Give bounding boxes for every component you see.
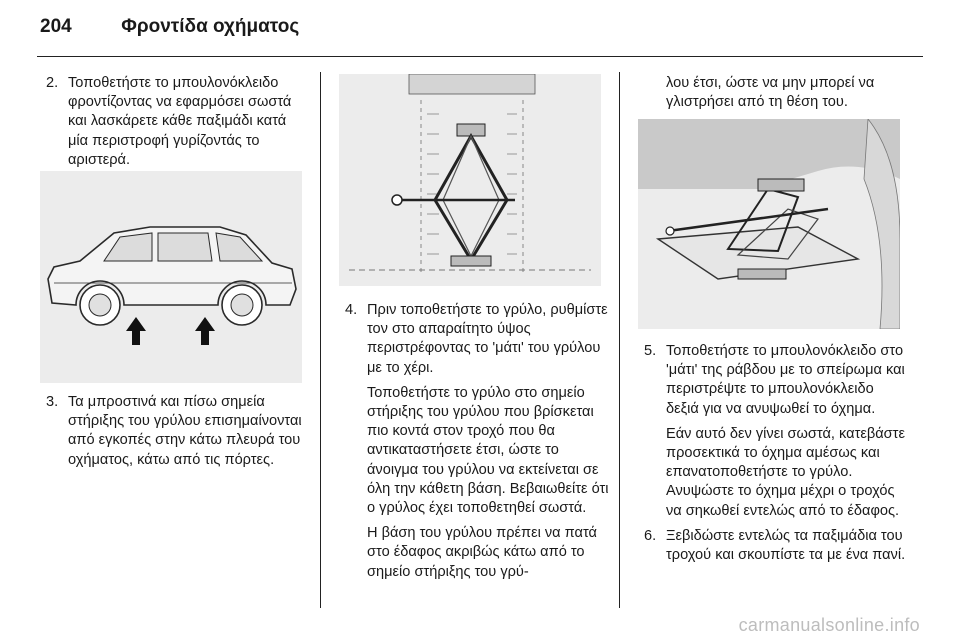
column-divider-2 (619, 72, 620, 608)
step-4-paragraph-1: Τοποθετήστε το γρύλο στο σημείο στήριξης του γρύλου που βρίσκεται πιο κοντά στον τροχό που θα αντικαταστήσετε έτσι, ώστε το άνοιγμα του γρύλου να εκτείνεται σε όλη την κάθετη βάση. Βεβαιωθείτε ότι ο γρύλος έχει τοποθετηθεί σωστά. (367, 384, 609, 517)
scissor-jack-illustration (339, 74, 601, 286)
column-3-lower (644, 342, 906, 565)
watermark: carmanualsonline.info (738, 615, 920, 635)
page-title: Φροντίδα οχήματος (121, 16, 300, 37)
step-5: 5. Τοποθετήστε το μπουλονόκλειδο στο 'μάτι' της ράβδου με το σπείρωμα και περιστρέψτε το μπουλονόκλειδο δεξιά για να ανυψωθεί το όχημα. (644, 343, 905, 417)
step-5-text: Τοποθετήστε το μπουλονόκλειδο στο 'μάτι' της ράβδου με το σπείρωμα και περιστρέψτε το μπουλονόκλειδο δεξιά για να ανυψωθεί το όχημα. (666, 343, 905, 417)
step-6: 6. Ξεβιδώστε εντελώς τα παξιμάδια του τροχού και σκουπίστε τα με ένα πανί. (644, 527, 906, 564)
car-jack-points-illustration (40, 171, 302, 383)
jack-lift-figure (638, 119, 900, 329)
column-1-lower (46, 393, 308, 470)
jack-under-car-illustration (638, 119, 900, 329)
step-3: 3. Τα μπροστινά και πίσω σημεία στήριξης του γρύλου επισημαίνονται από εγκοπές στην κάτω πλευρά του οχήματος, κάτω από τις πόρτες. (46, 394, 302, 468)
page-number: 204 (40, 16, 72, 37)
column-1 (46, 74, 308, 170)
step-2: 2. Τοποθετήστε το μπουλονόκλειδο φροντίζοντας να εφαρμόσει σωστά και λασκάρετε κάθε παξιμάδι κατά μία περιστροφή γυρίζοντάς το αριστερά. (46, 75, 292, 168)
page-header (40, 16, 299, 38)
step-4-paragraph-2: Η βάση του γρύλου πρέπει να πατά στο έδαφος ακριβώς κάτω από το σημείο στήριξης του γρύ- (367, 525, 597, 580)
column-2 (345, 301, 609, 582)
car-side-figure (40, 171, 302, 383)
step-4-text: Πριν τοποθετήστε το γρύλο, ρυθμίστε τον στο απαραίτητο ύψος περιστρέφοντας το 'μάτι' του γρύλου με το χέρι. (367, 302, 608, 376)
step-3-text: Τα μπροστινά και πίσω σημεία στήριξης του γρύλου επισημαίνονται από εγκοπές στην κάτω πλευρά του οχήματος, κάτω από τις πόρτες. (68, 394, 302, 468)
step-6-text: Ξεβιδώστε εντελώς τα παξιμάδια του τροχού και σκουπίστε τα με ένα πανί. (666, 527, 906, 564)
step-2-text: Τοποθετήστε το μπουλονόκλειδο φροντίζοντας να εφαρμόσει σωστά και λασκάρετε κάθε παξιμάδι κατά μία περιστροφή γυρίζοντάς το αριστερά. (68, 75, 292, 168)
step-4: 4. Πριν τοποθετήστε το γρύλο, ρυθμίστε τον στο απαραίτητο ύψος περιστρέφοντας το 'μάτι' του γρύλου με το χέρι. (345, 302, 608, 376)
column-divider-1 (320, 72, 321, 608)
step-5-paragraph: Εάν αυτό δεν γίνει σωστά, κατεβάστε προσεκτικά το όχημα αμέσως και επανατοποθετήστε το γρύλο. Ανυψώστε το όχημα μέχρι ο τροχός να σηκωθεί εντελώς από το έδαφος. (666, 425, 905, 519)
column-3 (644, 74, 906, 112)
header-rule (37, 56, 923, 57)
step-4-continuation: λου έτσι, ώστε να μην μπορεί να γλιστρήσει από τη θέση του. (666, 75, 875, 111)
jack-front-figure (339, 74, 601, 286)
